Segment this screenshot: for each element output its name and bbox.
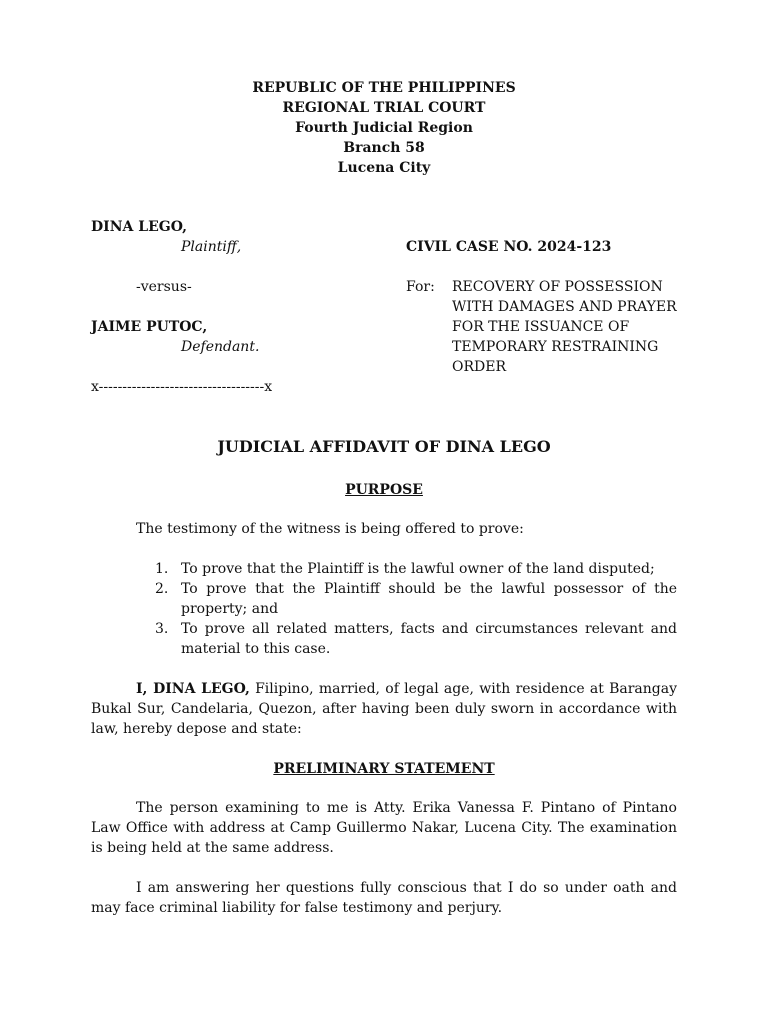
plaintiff-name: DINA LEGO, [91,219,187,235]
case-nature-line: TEMPORARY RESTRAINING [452,339,659,355]
list-number: 3. [155,621,169,637]
case-nature-line: ORDER [452,359,507,375]
defendant-name: JAIME PUTOC, [91,319,208,335]
list-item [155,559,677,579]
list-text: To prove that the Plaintiff should be the lawful possessor of the property; and [181,581,677,617]
preliminary-text-2: I am answering her questions fully conscious that I do so under oath and may face criminal liability for false testimony and perjury. [91,880,677,916]
header-republic: REPUBLIC OF THE PHILIPPINES [252,80,516,96]
list-item [155,619,677,659]
court-header [0,78,768,178]
case-nature-line: RECOVERY OF POSSESSION [452,279,663,295]
preliminary-paragraph-1 [91,798,677,858]
versus-label: -versus- [136,279,192,295]
preliminary-paragraph-2 [91,878,677,918]
preliminary-heading: PRELIMINARY STATEMENT [273,761,495,777]
plaintiff-role: Plaintiff, [181,239,242,255]
purpose-intro-text: The testimony of the witness is being offered to prove: [136,521,524,537]
purpose-list [155,559,677,659]
case-nature-line: WITH DAMAGES AND PRAYER [452,299,677,315]
list-number: 1. [155,561,169,577]
list-item [155,579,677,619]
case-number: CIVIL CASE NO. 2024-123 [406,239,612,255]
document-title: JUDICIAL AFFIDAVIT OF DINA LEGO [217,437,551,456]
caption-separator: x-----------------------------------x [91,379,273,395]
defendant-role: Defendant. [181,339,260,355]
header-branch: Branch 58 [343,140,425,156]
affiant-text: Filipino, married, of legal age, with residence at Barangay Bukal Sur, Candelaria, Quezon, after having been duly sworn in accordance with law, hereby depose and state: [91,681,677,737]
header-court: REGIONAL TRIAL COURT [282,100,486,116]
for-label: For: [406,279,435,295]
header-city: Lucena City [337,160,431,176]
case-nature-line: FOR THE ISSUANCE OF [452,319,630,335]
case-nature [452,277,692,377]
affiant-lead: I, DINA LEGO, [136,681,250,697]
affiant-paragraph [91,679,677,739]
purpose-intro [91,519,677,539]
purpose-heading: PURPOSE [345,482,423,498]
list-text: To prove that the Plaintiff is the lawful owner of the land disputed; [181,561,655,577]
list-text: To prove all related matters, facts and circumstances relevant and material to this case. [181,621,677,657]
header-region: Fourth Judicial Region [295,120,473,136]
list-number: 2. [155,581,169,597]
preliminary-text-1: The person examining to me is Atty. Erika Vanessa F. Pintano of Pintano Law Office with address at Camp Guillermo Nakar, Lucena City. The examination is being held at the same address. [91,800,677,856]
